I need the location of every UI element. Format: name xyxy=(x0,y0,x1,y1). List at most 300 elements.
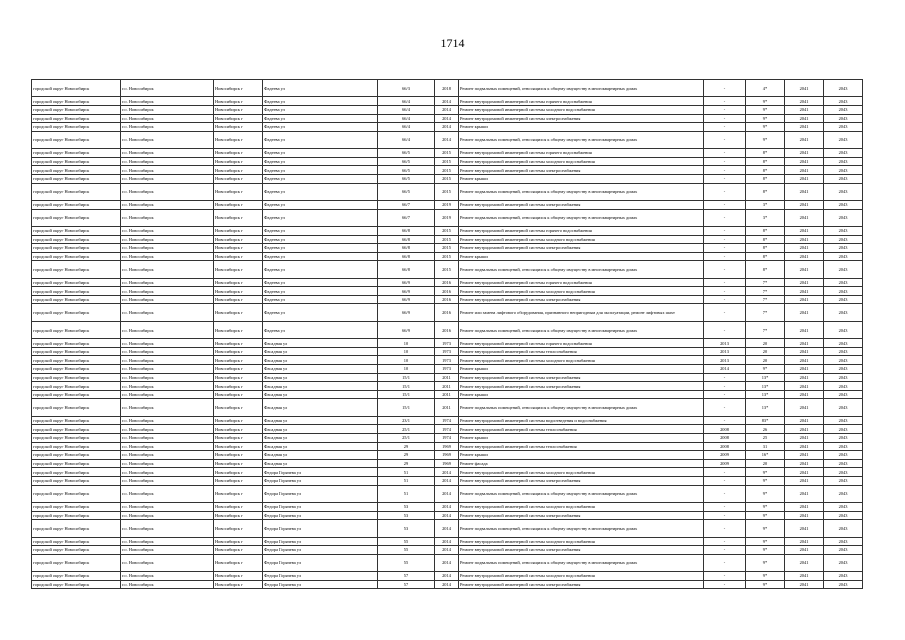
count-cell: 7* xyxy=(746,321,785,338)
house-number-cell: 10 xyxy=(378,339,435,348)
district-cell: городской округ Новосибирск xyxy=(32,546,121,555)
planned-year-end-cell: 2043 xyxy=(824,425,863,434)
planned-year-start-cell: 2041 xyxy=(785,416,824,425)
planned-year-start-cell: 2041 xyxy=(785,149,824,158)
last-repair-year-cell: - xyxy=(704,295,746,304)
repair-schedule-table xyxy=(31,79,863,589)
table-row xyxy=(32,347,863,356)
house-number-cell: 25/1 xyxy=(378,433,435,442)
municipality-cell: г.о. Новосибирск xyxy=(121,339,214,348)
planned-year-start-cell: 2041 xyxy=(785,235,824,244)
last-repair-year-cell: - xyxy=(704,226,746,235)
house-number-cell: 66/8 xyxy=(378,244,435,253)
count-cell: 8* xyxy=(746,174,785,183)
street-cell: Федора Горячева ул xyxy=(263,476,378,485)
district-cell: городской округ Новосибирск xyxy=(32,520,121,537)
last-repair-year-cell: - xyxy=(704,485,746,502)
count-cell: 9* xyxy=(746,476,785,485)
municipality-cell: г.о. Новосибирск xyxy=(121,166,214,175)
locality-cell: Новосибирск г xyxy=(214,537,263,546)
year-cell: 2014 xyxy=(435,114,459,123)
locality-cell: Новосибирск г xyxy=(214,123,263,132)
locality-cell: Новосибирск г xyxy=(214,468,263,477)
count-cell: 8* xyxy=(746,157,785,166)
street-cell: Федора Горячева ул xyxy=(263,554,378,571)
work-type-cell: Ремонт внутридомовой инженерной системы горячего водоснабжения xyxy=(459,149,704,158)
municipality-cell: г.о. Новосибирск xyxy=(121,244,214,253)
planned-year-end-cell: 2043 xyxy=(824,295,863,304)
street-cell: Фадеева ул xyxy=(263,149,378,158)
house-number-cell: 66/9 xyxy=(378,278,435,287)
year-cell: 1969 xyxy=(435,442,459,451)
street-cell: Федора Горячева ул xyxy=(263,511,378,520)
locality-cell: Новосибирск г xyxy=(214,97,263,106)
year-cell: 1973 xyxy=(435,347,459,356)
last-repair-year-cell: 2008 xyxy=(704,442,746,451)
count-cell: 9* xyxy=(746,97,785,106)
street-cell: Фадеева ул xyxy=(263,278,378,287)
house-number-cell: 57 xyxy=(378,580,435,589)
count-cell: 8* xyxy=(746,149,785,158)
planned-year-end-cell: 2043 xyxy=(824,520,863,537)
district-cell: городской округ Новосибирск xyxy=(32,356,121,365)
locality-cell: Новосибирск г xyxy=(214,459,263,468)
year-cell: 2014 xyxy=(435,520,459,537)
municipality-cell: г.о. Новосибирск xyxy=(121,390,214,399)
planned-year-end-cell: 2043 xyxy=(824,390,863,399)
planned-year-end-cell: 2043 xyxy=(824,105,863,114)
planned-year-start-cell: 2041 xyxy=(785,442,824,451)
year-cell: 2014 xyxy=(435,97,459,106)
planned-year-end-cell: 2043 xyxy=(824,485,863,502)
table-row xyxy=(32,261,863,278)
municipality-cell: г.о. Новосибирск xyxy=(121,537,214,546)
table-row xyxy=(32,451,863,460)
house-number-cell: 10 xyxy=(378,356,435,365)
year-cell: 2016 xyxy=(435,295,459,304)
street-cell: Фадеева ул xyxy=(263,183,378,200)
count-cell: 9* xyxy=(746,468,785,477)
street-cell: Фадеева ул xyxy=(263,131,378,148)
planned-year-start-cell: 2041 xyxy=(785,114,824,123)
municipality-cell: г.о. Новосибирск xyxy=(121,149,214,158)
table-row xyxy=(32,554,863,571)
planned-year-end-cell: 2043 xyxy=(824,304,863,321)
work-type-cell: Ремонт внутридомовой инженерной системы электроснабжения xyxy=(459,476,704,485)
street-cell: Фадеева ул xyxy=(263,304,378,321)
house-number-cell: 15/1 xyxy=(378,373,435,382)
table-row xyxy=(32,390,863,399)
count-cell: 20 xyxy=(746,356,785,365)
municipality-cell: г.о. Новосибирск xyxy=(121,459,214,468)
planned-year-end-cell: 2043 xyxy=(824,476,863,485)
year-cell: 2014 xyxy=(435,476,459,485)
last-repair-year-cell: - xyxy=(704,580,746,589)
work-type-cell: Ремонт крыши xyxy=(459,433,704,442)
district-cell: городской округ Новосибирск xyxy=(32,433,121,442)
house-number-cell: 66/4 xyxy=(378,123,435,132)
planned-year-end-cell: 2043 xyxy=(824,278,863,287)
planned-year-start-cell: 2041 xyxy=(785,131,824,148)
municipality-cell: г.о. Новосибирск xyxy=(121,442,214,451)
last-repair-year-cell: - xyxy=(704,123,746,132)
street-cell: Фадеева ул xyxy=(263,114,378,123)
locality-cell: Новосибирск г xyxy=(214,252,263,261)
district-cell: городской округ Новосибирск xyxy=(32,114,121,123)
table-row xyxy=(32,321,863,338)
table-row xyxy=(32,546,863,555)
house-number-cell: 66/5 xyxy=(378,183,435,200)
district-cell: городской округ Новосибирск xyxy=(32,226,121,235)
year-cell: 2014 xyxy=(435,123,459,132)
planned-year-end-cell: 2043 xyxy=(824,244,863,253)
house-number-cell: 29 xyxy=(378,451,435,460)
municipality-cell: г.о. Новосибирск xyxy=(121,382,214,391)
work-type-cell: Ремонт подвальных помещений, относящихся к общему имуществу в многоквартирных домах xyxy=(459,485,704,502)
planned-year-start-cell: 2041 xyxy=(785,572,824,581)
year-cell: 2016 xyxy=(435,278,459,287)
last-repair-year-cell: 2009 xyxy=(704,451,746,460)
district-cell: городской округ Новосибирск xyxy=(32,580,121,589)
locality-cell: Новосибирск г xyxy=(214,80,263,97)
year-cell: 2011 xyxy=(435,399,459,416)
house-number-cell: 66/5 xyxy=(378,174,435,183)
planned-year-end-cell: 2043 xyxy=(824,572,863,581)
planned-year-start-cell: 2041 xyxy=(785,123,824,132)
district-cell: городской округ Новосибирск xyxy=(32,200,121,209)
count-cell: 9* xyxy=(746,520,785,537)
table-row xyxy=(32,287,863,296)
work-type-cell: Ремонт внутридомовой инженерной системы горячего водоснабжения xyxy=(459,278,704,287)
planned-year-end-cell: 2043 xyxy=(824,149,863,158)
work-type-cell: Ремонт внутридомовой инженерной системы электроснабжения xyxy=(459,295,704,304)
table-row xyxy=(32,425,863,434)
locality-cell: Новосибирск г xyxy=(214,261,263,278)
planned-year-end-cell: 2043 xyxy=(824,373,863,382)
municipality-cell: г.о. Новосибирск xyxy=(121,554,214,571)
count-cell: 7* xyxy=(746,278,785,287)
district-cell: городской округ Новосибирск xyxy=(32,442,121,451)
street-cell: Федора Горячева ул xyxy=(263,485,378,502)
table-row xyxy=(32,382,863,391)
planned-year-end-cell: 2043 xyxy=(824,347,863,356)
planned-year-start-cell: 2041 xyxy=(785,304,824,321)
work-type-cell: Ремонт внутридомовой инженерной системы электроснабжения xyxy=(459,114,704,123)
planned-year-end-cell: 2043 xyxy=(824,468,863,477)
last-repair-year-cell: - xyxy=(704,149,746,158)
count-cell: 13* xyxy=(746,382,785,391)
planned-year-start-cell: 2041 xyxy=(785,321,824,338)
street-cell: Федора Горячева ул xyxy=(263,520,378,537)
house-number-cell: 66/4 xyxy=(378,97,435,106)
last-repair-year-cell: - xyxy=(704,209,746,226)
work-type-cell: Ремонт внутридомовой инженерной системы электроснабжения xyxy=(459,373,704,382)
municipality-cell: г.о. Новосибирск xyxy=(121,200,214,209)
locality-cell: Новосибирск г xyxy=(214,321,263,338)
planned-year-start-cell: 2041 xyxy=(785,105,824,114)
house-number-cell: 66/5 xyxy=(378,166,435,175)
locality-cell: Новосибирск г xyxy=(214,433,263,442)
count-cell: 13* xyxy=(746,390,785,399)
work-type-cell: Ремонт подвальных помещений, относящихся к общему имуществу в многоквартирных домах xyxy=(459,131,704,148)
street-cell: Фасадная ул xyxy=(263,425,378,434)
district-cell: городской округ Новосибирск xyxy=(32,278,121,287)
locality-cell: Новосибирск г xyxy=(214,131,263,148)
locality-cell: Новосибирск г xyxy=(214,209,263,226)
work-type-cell: Ремонт внутридомовой инженерной системы теплоснабжения xyxy=(459,442,704,451)
locality-cell: Новосибирск г xyxy=(214,235,263,244)
locality-cell: Новосибирск г xyxy=(214,554,263,571)
work-type-cell: Ремонт внутридомовой инженерной системы холодного водоснабжения xyxy=(459,157,704,166)
street-cell: Фасадная ул xyxy=(263,416,378,425)
district-cell: городской округ Новосибирск xyxy=(32,97,121,106)
count-cell: 9* xyxy=(746,365,785,374)
table-row xyxy=(32,174,863,183)
last-repair-year-cell: 2013 xyxy=(704,347,746,356)
municipality-cell: г.о. Новосибирск xyxy=(121,80,214,97)
planned-year-end-cell: 2043 xyxy=(824,365,863,374)
work-type-cell: Ремонт внутридомовой инженерной системы холодного водоснабжения xyxy=(459,287,704,296)
last-repair-year-cell: - xyxy=(704,304,746,321)
house-number-cell: 55 xyxy=(378,537,435,546)
year-cell: 2014 xyxy=(435,546,459,555)
planned-year-end-cell: 2043 xyxy=(824,235,863,244)
municipality-cell: г.о. Новосибирск xyxy=(121,304,214,321)
street-cell: Фадеева ул xyxy=(263,200,378,209)
street-cell: Фадеева ул xyxy=(263,166,378,175)
work-type-cell: Ремонт внутридомовой инженерной системы электроснабжения xyxy=(459,382,704,391)
municipality-cell: г.о. Новосибирск xyxy=(121,97,214,106)
year-cell: 1973 xyxy=(435,356,459,365)
locality-cell: Новосибирск г xyxy=(214,347,263,356)
planned-year-end-cell: 2043 xyxy=(824,261,863,278)
planned-year-start-cell: 2041 xyxy=(785,244,824,253)
municipality-cell: г.о. Новосибирск xyxy=(121,252,214,261)
municipality-cell: г.о. Новосибирск xyxy=(121,123,214,132)
district-cell: городской округ Новосибирск xyxy=(32,261,121,278)
last-repair-year-cell: - xyxy=(704,131,746,148)
planned-year-start-cell: 2041 xyxy=(785,209,824,226)
district-cell: городской округ Новосибирск xyxy=(32,537,121,546)
planned-year-start-cell: 2041 xyxy=(785,252,824,261)
house-number-cell: 29 xyxy=(378,442,435,451)
locality-cell: Новосибирск г xyxy=(214,114,263,123)
municipality-cell: г.о. Новосибирск xyxy=(121,468,214,477)
table-row xyxy=(32,433,863,442)
count-cell: 3* xyxy=(746,200,785,209)
count-cell: 9* xyxy=(746,485,785,502)
year-cell: 2019 xyxy=(435,200,459,209)
district-cell: городской округ Новосибирск xyxy=(32,572,121,581)
house-number-cell: 66/7 xyxy=(378,200,435,209)
house-number-cell: 66/9 xyxy=(378,295,435,304)
work-type-cell: Ремонт внутридомовой инженерной системы холодного водоснабжения xyxy=(459,537,704,546)
work-type-cell: Ремонт подвальных помещений, относящихся к общему имуществу в многоквартирных домах xyxy=(459,520,704,537)
planned-year-start-cell: 2041 xyxy=(785,80,824,97)
municipality-cell: г.о. Новосибирск xyxy=(121,520,214,537)
municipality-cell: г.о. Новосибирск xyxy=(121,287,214,296)
locality-cell: Новосибирск г xyxy=(214,166,263,175)
work-type-cell: Ремонт крыши xyxy=(459,390,704,399)
district-cell: городской округ Новосибирск xyxy=(32,149,121,158)
street-cell: Фадеева ул xyxy=(263,174,378,183)
locality-cell: Новосибирск г xyxy=(214,174,263,183)
locality-cell: Новосибирск г xyxy=(214,365,263,374)
table-row xyxy=(32,304,863,321)
count-cell: 7* xyxy=(746,295,785,304)
table-row xyxy=(32,252,863,261)
count-cell: 9* xyxy=(746,580,785,589)
planned-year-start-cell: 2041 xyxy=(785,295,824,304)
year-cell: 2011 xyxy=(435,373,459,382)
last-repair-year-cell: - xyxy=(704,114,746,123)
count-cell: 3* xyxy=(746,209,785,226)
table-row xyxy=(32,442,863,451)
last-repair-year-cell: - xyxy=(704,174,746,183)
planned-year-start-cell: 2041 xyxy=(785,433,824,442)
work-type-cell: Ремонт внутридомовой инженерной системы холодного водоснабжения xyxy=(459,468,704,477)
table-row xyxy=(32,157,863,166)
street-cell: Фасадная ул xyxy=(263,390,378,399)
work-type-cell: Ремонт внутридомовой инженерной системы горячего водоснабжения xyxy=(459,339,704,348)
count-cell: 83* xyxy=(746,416,785,425)
table-row xyxy=(32,166,863,175)
municipality-cell: г.о. Новосибирск xyxy=(121,476,214,485)
house-number-cell: 55 xyxy=(378,554,435,571)
locality-cell: Новосибирск г xyxy=(214,356,263,365)
year-cell: 2016 xyxy=(435,304,459,321)
table-row xyxy=(32,295,863,304)
planned-year-end-cell: 2043 xyxy=(824,537,863,546)
year-cell: 1974 xyxy=(435,425,459,434)
planned-year-start-cell: 2041 xyxy=(785,157,824,166)
planned-year-end-cell: 2043 xyxy=(824,287,863,296)
house-number-cell: 66/9 xyxy=(378,304,435,321)
year-cell: 1973 xyxy=(435,339,459,348)
last-repair-year-cell: - xyxy=(704,468,746,477)
last-repair-year-cell: - xyxy=(704,554,746,571)
house-number-cell: 29 xyxy=(378,459,435,468)
street-cell: Фадеева ул xyxy=(263,321,378,338)
year-cell: 2015 xyxy=(435,157,459,166)
work-type-cell: Ремонт внутридомовой инженерной системы холодного водоснабжения xyxy=(459,356,704,365)
last-repair-year-cell: - xyxy=(704,157,746,166)
house-number-cell: 66/8 xyxy=(378,252,435,261)
locality-cell: Новосибирск г xyxy=(214,157,263,166)
work-type-cell: Ремонт внутридомовой инженерной системы электроснабжения xyxy=(459,166,704,175)
planned-year-start-cell: 2041 xyxy=(785,183,824,200)
table-body xyxy=(32,80,863,589)
table-row xyxy=(32,476,863,485)
municipality-cell: г.о. Новосибирск xyxy=(121,235,214,244)
count-cell: 9* xyxy=(746,105,785,114)
district-cell: городской округ Новосибирск xyxy=(32,451,121,460)
count-cell: 9* xyxy=(746,554,785,571)
house-number-cell: 15/1 xyxy=(378,382,435,391)
planned-year-start-cell: 2041 xyxy=(785,459,824,468)
table-row xyxy=(32,226,863,235)
district-cell: городской округ Новосибирск xyxy=(32,365,121,374)
planned-year-start-cell: 2041 xyxy=(785,520,824,537)
house-number-cell: 55 xyxy=(378,546,435,555)
district-cell: городской округ Новосибирск xyxy=(32,468,121,477)
locality-cell: Новосибирск г xyxy=(214,149,263,158)
last-repair-year-cell: - xyxy=(704,502,746,511)
planned-year-end-cell: 2043 xyxy=(824,80,863,97)
table-row xyxy=(32,356,863,365)
municipality-cell: г.о. Новосибирск xyxy=(121,114,214,123)
work-type-cell: Ремонт крыши xyxy=(459,123,704,132)
locality-cell: Новосибирск г xyxy=(214,476,263,485)
last-repair-year-cell: - xyxy=(704,416,746,425)
count-cell: 9* xyxy=(746,572,785,581)
table-row xyxy=(32,502,863,511)
municipality-cell: г.о. Новосибирск xyxy=(121,425,214,434)
street-cell: Федора Горячева ул xyxy=(263,537,378,546)
house-number-cell: 66/7 xyxy=(378,209,435,226)
planned-year-start-cell: 2041 xyxy=(785,365,824,374)
district-cell: городской округ Новосибирск xyxy=(32,373,121,382)
planned-year-start-cell: 2041 xyxy=(785,511,824,520)
street-cell: Фадеева ул xyxy=(263,123,378,132)
municipality-cell: г.о. Новосибирск xyxy=(121,451,214,460)
municipality-cell: г.о. Новосибирск xyxy=(121,131,214,148)
count-cell: 8* xyxy=(746,235,785,244)
district-cell: городской округ Новосибирск xyxy=(32,304,121,321)
house-number-cell: 66/9 xyxy=(378,321,435,338)
locality-cell: Новосибирск г xyxy=(214,278,263,287)
street-cell: Фадеева ул xyxy=(263,261,378,278)
locality-cell: Новосибирск г xyxy=(214,520,263,537)
last-repair-year-cell: - xyxy=(704,390,746,399)
planned-year-end-cell: 2043 xyxy=(824,131,863,148)
count-cell: 26 xyxy=(746,425,785,434)
district-cell: городской округ Новосибирск xyxy=(32,321,121,338)
street-cell: Фасадная ул xyxy=(263,347,378,356)
year-cell: 2014 xyxy=(435,502,459,511)
street-cell: Фадеева ул xyxy=(263,209,378,226)
locality-cell: Новосибирск г xyxy=(214,183,263,200)
work-type-cell: Ремонт крыши xyxy=(459,365,704,374)
count-cell: 9* xyxy=(746,546,785,555)
street-cell: Фадеева ул xyxy=(263,244,378,253)
planned-year-start-cell: 2041 xyxy=(785,502,824,511)
street-cell: Федора Горячева ул xyxy=(263,580,378,589)
year-cell: 2014 xyxy=(435,511,459,520)
house-number-cell: 66/5 xyxy=(378,149,435,158)
year-cell: 2014 xyxy=(435,131,459,148)
planned-year-end-cell: 2043 xyxy=(824,502,863,511)
last-repair-year-cell: - xyxy=(704,287,746,296)
year-cell: 2015 xyxy=(435,174,459,183)
year-cell: 2014 xyxy=(435,572,459,581)
district-cell: городской округ Новосибирск xyxy=(32,209,121,226)
work-type-cell: Ремонт внутридомовой инженерной системы электроснабжения xyxy=(459,546,704,555)
year-cell: 2016 xyxy=(435,321,459,338)
last-repair-year-cell: - xyxy=(704,244,746,253)
year-cell: 2015 xyxy=(435,149,459,158)
house-number-cell: 53 xyxy=(378,511,435,520)
planned-year-end-cell: 2043 xyxy=(824,200,863,209)
street-cell: Фасадная ул xyxy=(263,356,378,365)
last-repair-year-cell: - xyxy=(704,399,746,416)
work-type-cell: Ремонт внутридомовой инженерной системы теплоснабжения xyxy=(459,425,704,434)
year-cell: 2015 xyxy=(435,166,459,175)
locality-cell: Новосибирск г xyxy=(214,373,263,382)
locality-cell: Новосибирск г xyxy=(214,244,263,253)
locality-cell: Новосибирск г xyxy=(214,382,263,391)
planned-year-end-cell: 2043 xyxy=(824,97,863,106)
